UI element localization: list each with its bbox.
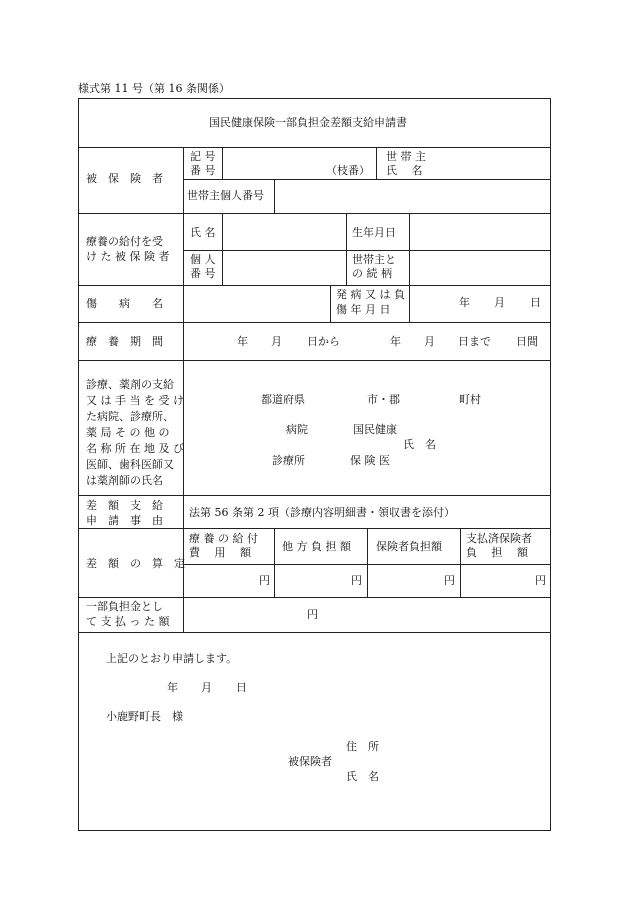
calc-label: 差 額 の 算 定	[86, 557, 185, 570]
addressee: 小鹿野町長 様	[106, 710, 183, 723]
prefecture-label: 都道府県	[261, 393, 305, 406]
onset-label-1: 発 病 又 は 負	[336, 288, 405, 301]
kigo-label-2: 番 号	[190, 164, 216, 177]
paid-label-1: 一部負担金とし	[86, 600, 163, 613]
declaration-text: 上記のとおり申請します。	[106, 652, 238, 665]
city-label: 市・郡	[367, 393, 400, 406]
recipient-label-2: け た 被 保 険 者	[86, 250, 170, 263]
insured-label: 被 保 険 者	[86, 172, 163, 185]
household-head-id-label: 世帯主個人番号	[187, 189, 264, 202]
declaration-year: 年	[167, 681, 178, 694]
period-days: 日間	[516, 335, 538, 348]
name-label: 氏 名	[190, 226, 216, 239]
calc-col4-header-1: 支払済保険者	[466, 532, 532, 545]
calc-yen: 円	[351, 574, 362, 587]
period-until: 日まで	[458, 335, 491, 348]
period-year-from: 年	[237, 335, 248, 348]
paid-yen: 円	[307, 608, 318, 621]
calc-yen: 円	[444, 574, 455, 587]
applicant-insured-label: 被保険者	[288, 755, 332, 768]
reason-label-1: 差 額 支 給	[86, 499, 163, 512]
clinic-label: 診療所	[272, 454, 305, 467]
kigo-label-1: 記 号	[190, 150, 216, 163]
relation-label-1: 世帯主と	[352, 253, 396, 266]
recipient-label-1: 療養の給付を受	[86, 235, 163, 248]
injury-label: 傷 病 名	[86, 297, 163, 310]
onset-year: 年	[459, 296, 470, 309]
calc-col1-header-1: 療 養 の 給 付	[189, 532, 258, 545]
birthdate-label: 生年月日	[352, 226, 396, 239]
applicant-address-label: 住 所	[346, 740, 379, 753]
applicant-name-label: 氏 名	[346, 770, 379, 783]
personal-number-label-2: 番 号	[190, 267, 216, 280]
onset-month: 月	[494, 296, 505, 309]
period-label: 療 養 期 間	[86, 335, 163, 348]
household-head-label-2: 氏 名	[386, 164, 423, 177]
declaration-day: 日	[236, 681, 247, 694]
calc-col3-header: 保険者負担額	[376, 540, 442, 553]
period-month-from: 月	[271, 335, 282, 348]
relation-label-2: の 続 柄	[352, 267, 392, 280]
period-from: 日から	[307, 335, 340, 348]
onset-label-2: 傷 年 月 日	[336, 303, 391, 316]
personal-number-label-1: 個 人	[190, 253, 216, 266]
calc-yen: 円	[535, 574, 546, 587]
provider-label-line: 医師、歯科医師又	[86, 458, 174, 471]
reason-label-2: 申 請 事 由	[86, 514, 163, 527]
calc-col2-header: 他 方 負 担 額	[282, 540, 351, 553]
calc-col4-header-2: 負 担 額	[466, 546, 528, 559]
provider-label-line: 又 は 手 当 を 受 け	[86, 394, 184, 407]
provider-label-line: 診療、薬剤の支給	[86, 378, 174, 391]
provider-label-line: た病院、診療所、	[86, 410, 174, 423]
provider-label-line: 薬 局 そ の 他 の	[86, 426, 170, 439]
declaration-month: 月	[201, 681, 212, 694]
insurance-doctor-label: 保 険 医	[350, 454, 390, 467]
national-health-label: 国民健康	[353, 423, 397, 436]
calc-yen: 円	[259, 574, 270, 587]
header-note: 様式第 11 号（第 16 条関係）	[78, 82, 230, 95]
period-year-to: 年	[390, 335, 401, 348]
onset-day: 日	[530, 296, 541, 309]
hospital-label: 病院	[286, 423, 308, 436]
household-head-label-1: 世 帯 主	[386, 150, 426, 163]
form-title: 国民健康保険一部負担金差額支給申請書	[209, 116, 407, 129]
period-month-to: 月	[424, 335, 435, 348]
paid-label-2: て 支 払 っ た 額	[86, 615, 170, 628]
edaban-label: （枝番）	[326, 164, 370, 177]
reason-value: 法第 56 条第 2 項（診療内容明細書・領収書を添付）	[189, 506, 455, 519]
provider-label-line: は薬剤師の氏名	[86, 474, 163, 487]
calc-col1-header-2: 費 用 額	[189, 546, 251, 559]
provider-label-line: 名 称 所 在 地 及 び	[86, 442, 184, 455]
doctor-name-label: 氏 名	[403, 438, 436, 451]
town-label: 町村	[459, 393, 481, 406]
